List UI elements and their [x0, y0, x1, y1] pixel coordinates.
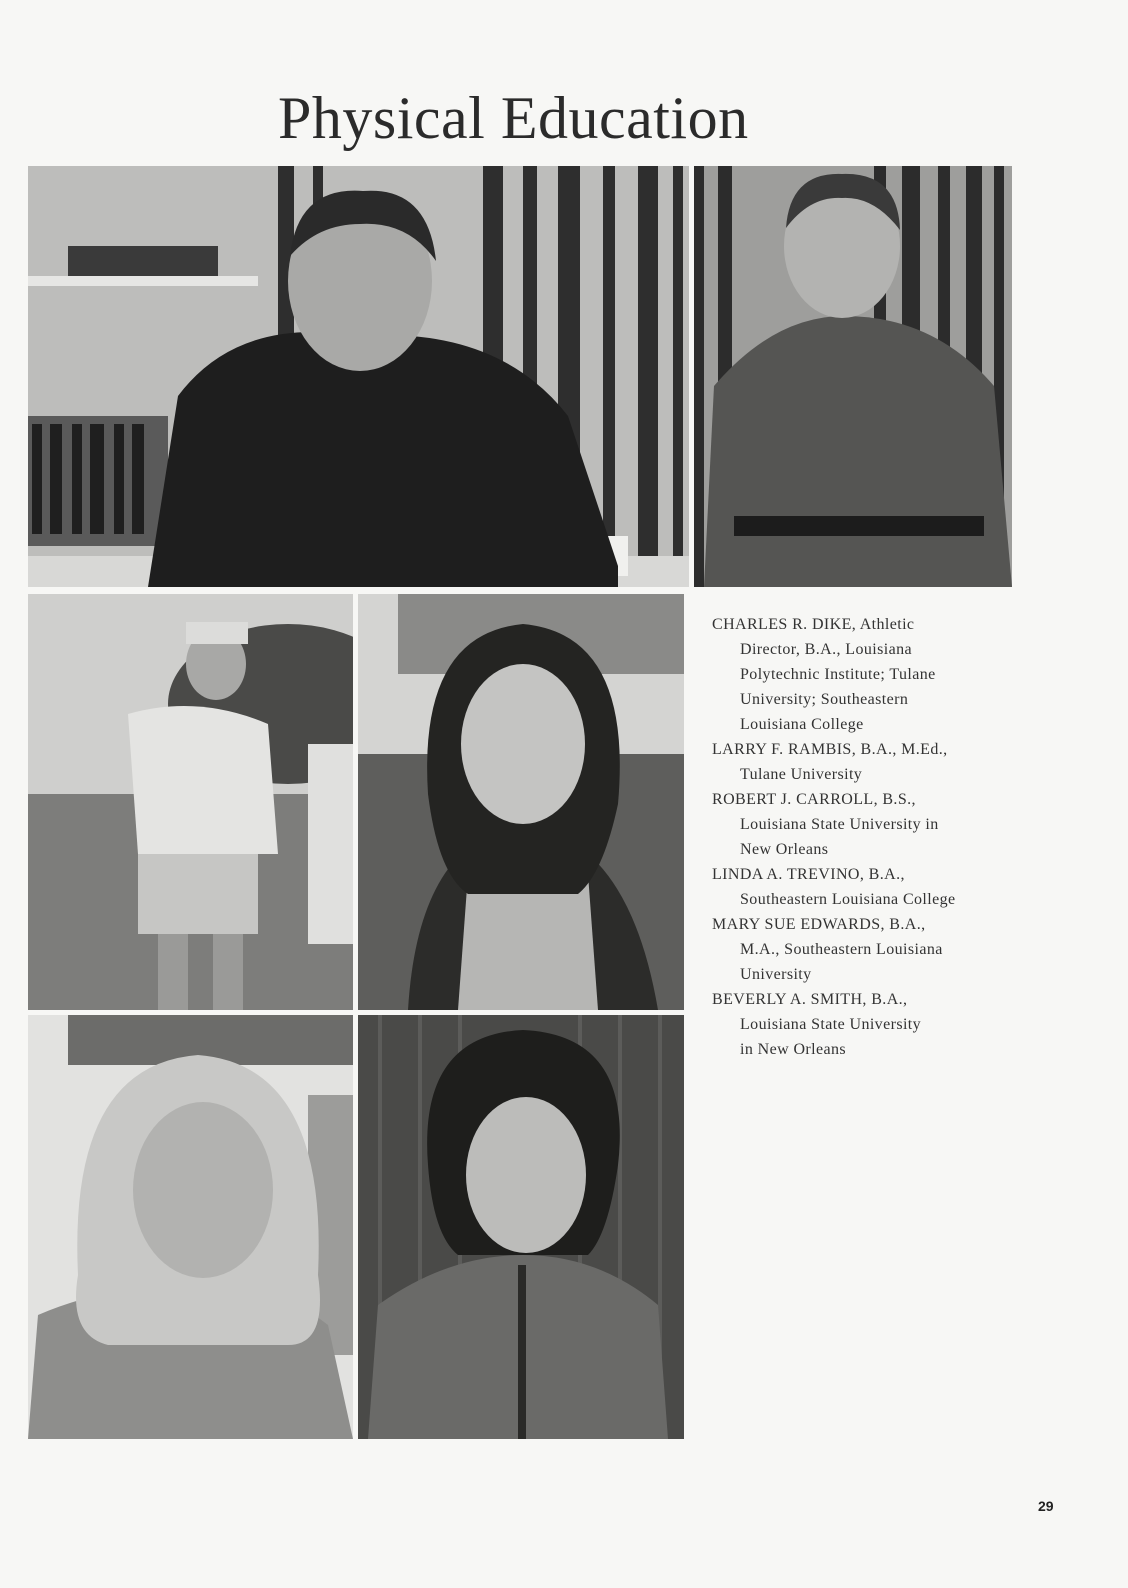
- caption-line: Southeastern Louisiana College: [740, 891, 956, 908]
- caption-line: in New Orleans: [740, 1041, 847, 1058]
- caption-line: Polytechnic Institute; Tulane: [740, 666, 936, 683]
- caption-line: CHARLES R. DIKE, Athletic: [712, 616, 915, 633]
- caption-line: Tulane University: [740, 766, 863, 783]
- caption-line: Director, B.A., Louisiana: [740, 641, 912, 658]
- caption-entry: [712, 987, 1032, 1062]
- portrait-photo-icon: [28, 166, 689, 587]
- faculty-captions: [712, 612, 1032, 1062]
- caption-line: University; Southeastern: [740, 691, 909, 708]
- caption-line: Louisiana State University: [740, 1016, 922, 1033]
- caption-entry: [712, 737, 1032, 787]
- caption-line: New Orleans: [740, 841, 829, 858]
- caption-line: ROBERT J. CARROLL, B.S.,: [712, 791, 916, 808]
- photo-woman-cardigan: [358, 1015, 684, 1439]
- portrait-photo-icon: [358, 594, 684, 1010]
- caption-entry: [712, 912, 1032, 987]
- photo-woman-blonde: [28, 1015, 353, 1439]
- caption-line: LINDA A. TREVINO, B.A.,: [712, 866, 905, 883]
- photo-man-at-desk: [28, 166, 689, 587]
- caption-entry: [712, 862, 1032, 912]
- caption-line: University: [740, 966, 812, 983]
- caption-line: M.A., Southeastern Louisiana: [740, 941, 943, 958]
- portrait-photo-icon: [28, 1015, 353, 1439]
- photo-man-in-polo: [694, 166, 1012, 587]
- page-number: 29: [1038, 1498, 1054, 1514]
- caption-entry: [712, 787, 1032, 862]
- portrait-photo-icon: [694, 166, 1012, 587]
- page-title: Physical Education: [278, 85, 749, 151]
- portrait-photo-icon: [358, 1015, 684, 1439]
- caption-line: Louisiana State University in: [740, 816, 939, 833]
- photo-man-walking: [28, 594, 353, 1010]
- caption-line: LARRY F. RAMBIS, B.A., M.Ed.,: [712, 741, 948, 758]
- caption-entry: [712, 612, 1032, 737]
- caption-line: BEVERLY A. SMITH, B.A.,: [712, 991, 908, 1008]
- portrait-photo-icon: [28, 594, 353, 1010]
- photo-woman-dark-hair: [358, 594, 684, 1010]
- caption-line: MARY SUE EDWARDS, B.A.,: [712, 916, 926, 933]
- caption-line: Louisiana College: [740, 716, 864, 733]
